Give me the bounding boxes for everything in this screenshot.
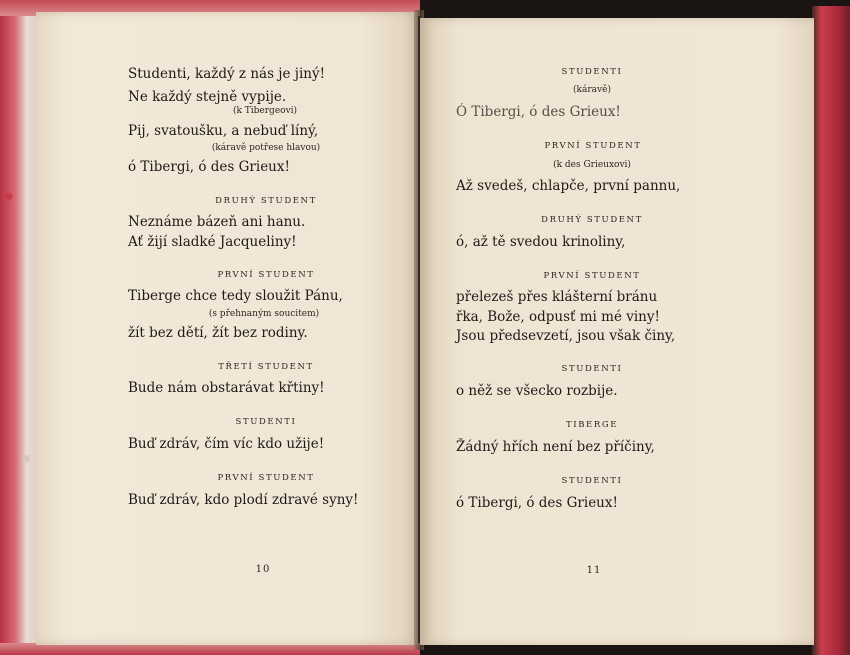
verse-line: Tiberge chce tedy sloužit Pánu, bbox=[128, 288, 343, 304]
speaker-label: STUDENTI bbox=[561, 364, 623, 374]
page-number: 10 bbox=[255, 564, 271, 575]
speaker-label: PRVNÍ STUDENT bbox=[217, 270, 315, 280]
page-number: 11 bbox=[586, 565, 602, 576]
verse-line: žít bez dětí, žít bez rodiny. bbox=[128, 325, 308, 341]
verse-line: Ať žijí sladké Jacqueliny! bbox=[128, 234, 297, 250]
speaker-label: PRVNÍ STUDENT bbox=[543, 271, 641, 281]
verse-line: Pij, svatoušku, a nebuď líný, bbox=[128, 123, 319, 139]
right-page bbox=[420, 18, 814, 645]
speaker-label: DRUHÝ STUDENT bbox=[541, 215, 643, 225]
book-cover-right-edge bbox=[812, 6, 850, 655]
stage-direction: (k Tibergeovi) bbox=[232, 106, 298, 116]
speaker-label: STUDENTI bbox=[235, 417, 297, 427]
stage-direction: (k des Grieuxovi) bbox=[553, 160, 631, 170]
verse-line: o něž se všecko rozbije. bbox=[456, 383, 618, 399]
verse-line: Až svedeš, chlapče, první pannu, bbox=[456, 178, 681, 194]
verse-line: Buď zdráv, kdo plodí zdravé syny! bbox=[128, 492, 359, 508]
verse-line: Buď zdráv, čím víc kdo užije! bbox=[128, 436, 325, 452]
verse-line: ó, až tě svedou krinoliny, bbox=[456, 234, 626, 250]
verse-line: Studenti, každý z nás je jiný! bbox=[128, 66, 326, 82]
verse-line: přelezeš přes klášterní bránu bbox=[456, 289, 658, 305]
speaker-label: STUDENTI bbox=[561, 67, 623, 77]
speaker-label: STUDENTI bbox=[561, 476, 623, 486]
stage-direction: (káravě potřese hlavou) bbox=[211, 143, 321, 153]
verse-line: ó Tibergi, ó des Grieux! bbox=[128, 159, 290, 175]
verse-line: Neznáme bázeň ani hanu. bbox=[128, 214, 306, 230]
verse-line: Ne každý stejně vypije. bbox=[128, 89, 287, 105]
speaker-label: DRUHÝ STUDENT bbox=[215, 196, 317, 206]
stage-direction: (káravě) bbox=[573, 85, 611, 95]
verse-line: řka, Bože, odpusť mi mé viny! bbox=[456, 309, 660, 325]
speaker-label: TIBERGE bbox=[565, 420, 619, 430]
verse-line: Bude nám obstarávat křtiny! bbox=[128, 380, 325, 396]
speaker-label: PRVNÍ STUDENT bbox=[217, 473, 315, 483]
verse-line: Jsou předsevzetí, jsou však činy, bbox=[456, 328, 676, 344]
stage-direction: (s přehnaným soucitem) bbox=[208, 309, 320, 319]
verse-line: Žádný hřích není bez příčiny, bbox=[456, 439, 655, 455]
left-page bbox=[36, 12, 418, 645]
speaker-label: PRVNÍ STUDENT bbox=[544, 141, 642, 151]
verse-line: Ó Tibergi, ó des Grieux! bbox=[456, 104, 621, 120]
speaker-label: TŘETÍ STUDENT bbox=[218, 362, 314, 372]
verse-line: ó Tibergi, ó des Grieux! bbox=[456, 495, 618, 511]
